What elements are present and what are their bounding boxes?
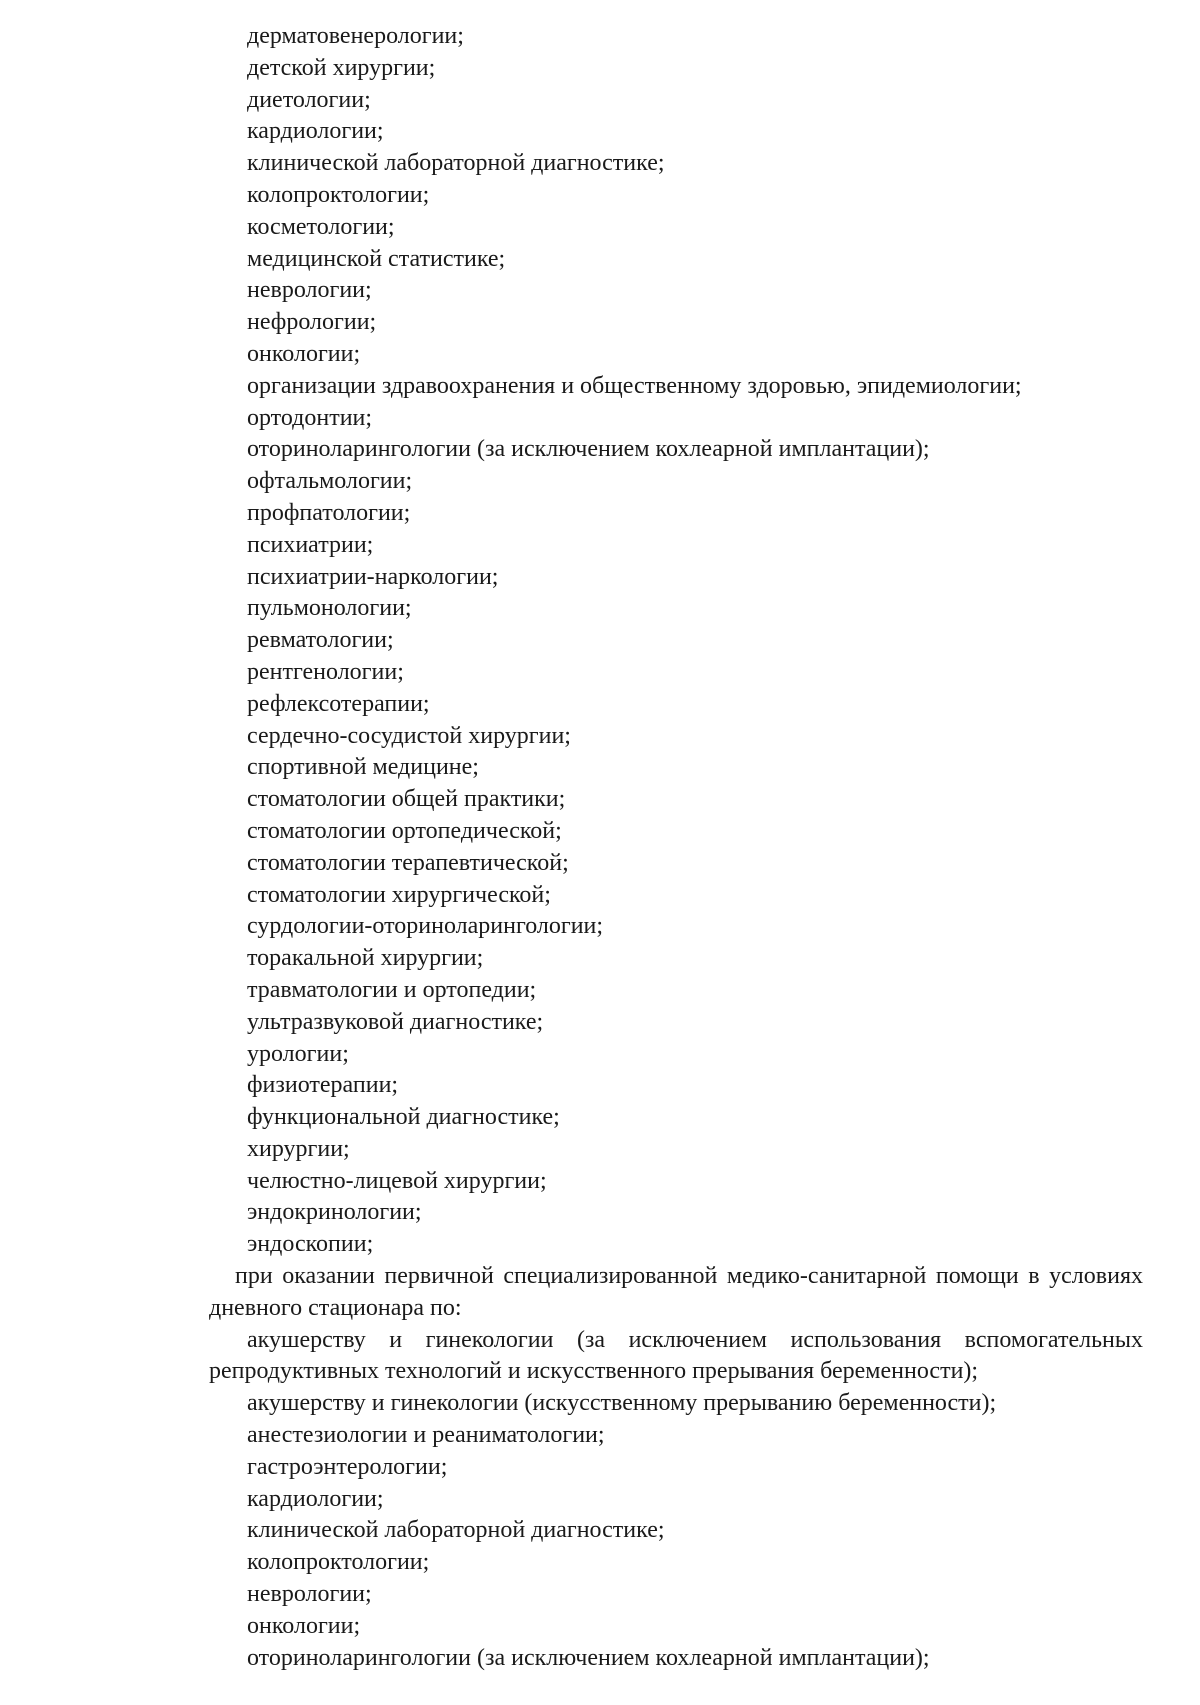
specialty-list-item: кардиологии; xyxy=(247,118,384,145)
specialty-list-item: офтальмологии; xyxy=(247,468,413,495)
specialty-list-item: стоматологии терапевтической; xyxy=(247,849,569,876)
specialty-list-item: клинической лабораторной диагностике; xyxy=(247,1517,665,1544)
specialty-list-item: кардиологии; xyxy=(247,1485,384,1512)
day-hospital-item-obgyn-line-1: акушерству и гинекологии (за исключением использования вспомогательных xyxy=(247,1326,1143,1353)
specialty-list-item: хирургии; xyxy=(247,1135,350,1162)
specialty-list-item: детской хирургии; xyxy=(247,54,436,81)
specialty-list-item: урологии; xyxy=(247,1040,349,1067)
specialty-list-item: диетологии; xyxy=(247,86,371,113)
specialty-list-item: ортодонтии; xyxy=(247,404,373,431)
specialty-list-item: эндокринологии; xyxy=(247,1199,422,1226)
specialty-list-item: эндоскопии; xyxy=(247,1231,374,1258)
specialty-list-item: клинической лабораторной диагностике; xyxy=(247,150,665,177)
specialty-list-item: онкологии; xyxy=(247,1612,361,1639)
specialty-list-item: нефрологии; xyxy=(247,309,377,336)
specialty-list-item: ультразвуковой диагностике; xyxy=(247,1008,544,1035)
day-hospital-intro-line-2: дневного стационара по: xyxy=(209,1294,462,1321)
specialty-list-day-hospital xyxy=(209,1388,1143,1674)
specialty-list-outpatient xyxy=(209,21,1143,1261)
specialty-list-item: рентгенологии; xyxy=(247,658,404,685)
specialty-list-item: торакальной хирургии; xyxy=(247,945,484,972)
specialty-list-item: ревматологии; xyxy=(247,627,394,654)
specialty-list-item: организации здравоохранения и общественному здоровью, эпидемиологии; xyxy=(247,372,1022,399)
specialty-list-item: колопроктологии; xyxy=(247,181,430,208)
specialty-list-item: гастроэнтерологии; xyxy=(247,1453,448,1480)
specialty-list-item: пульмонологии; xyxy=(247,595,412,622)
specialty-list-item: неврологии; xyxy=(247,1581,372,1608)
specialty-list-item: челюстно-лицевой хирургии; xyxy=(247,1167,547,1194)
specialty-list-item: психиатрии; xyxy=(247,531,374,558)
specialty-list-item: профпатологии; xyxy=(247,499,411,526)
specialty-list-item: оториноларингологии (за исключением кохлеарной имплантации); xyxy=(247,1644,930,1671)
day-hospital-item-obgyn-line-2: репродуктивных технологий и искусственного прерывания беременности); xyxy=(209,1358,979,1385)
document-page xyxy=(209,21,1143,1674)
day-hospital-intro-line-1: при оказании первичной специализированной медико-санитарной помощи в условиях xyxy=(235,1263,1143,1290)
specialty-list-item: физиотерапии; xyxy=(247,1072,399,1099)
specialty-list-item: медицинской статистике; xyxy=(247,245,506,272)
specialty-list-item: спортивной медицине; xyxy=(247,754,479,781)
specialty-list-item: акушерству и гинекологии (искусственному прерыванию беременности); xyxy=(247,1390,997,1417)
specialty-list-item: колопроктологии; xyxy=(247,1549,430,1576)
specialty-list-item: онкологии; xyxy=(247,340,361,367)
specialty-list-item: оториноларингологии (за исключением кохлеарной имплантации); xyxy=(247,436,930,463)
specialty-list-item: стоматологии ортопедической; xyxy=(247,817,562,844)
specialty-list-item: анестезиологии и реаниматологии; xyxy=(247,1422,605,1449)
specialty-list-item: функциональной диагностике; xyxy=(247,1104,560,1131)
specialty-list-item: неврологии; xyxy=(247,277,372,304)
specialty-list-item: сердечно-сосудистой хирургии; xyxy=(247,722,571,749)
specialty-list-item: дерматовенерологии; xyxy=(247,23,464,49)
specialty-list-item: стоматологии общей практики; xyxy=(247,786,566,813)
specialty-list-item: рефлексотерапии; xyxy=(247,690,430,717)
specialty-list-item: травматологии и ортопедии; xyxy=(247,976,537,1003)
specialty-list-item: сурдологии-оториноларингологии; xyxy=(247,913,604,940)
specialty-list-item: психиатрии-наркологии; xyxy=(247,563,499,590)
specialty-list-item: косметологии; xyxy=(247,213,395,240)
specialty-list-item: стоматологии хирургической; xyxy=(247,881,551,908)
